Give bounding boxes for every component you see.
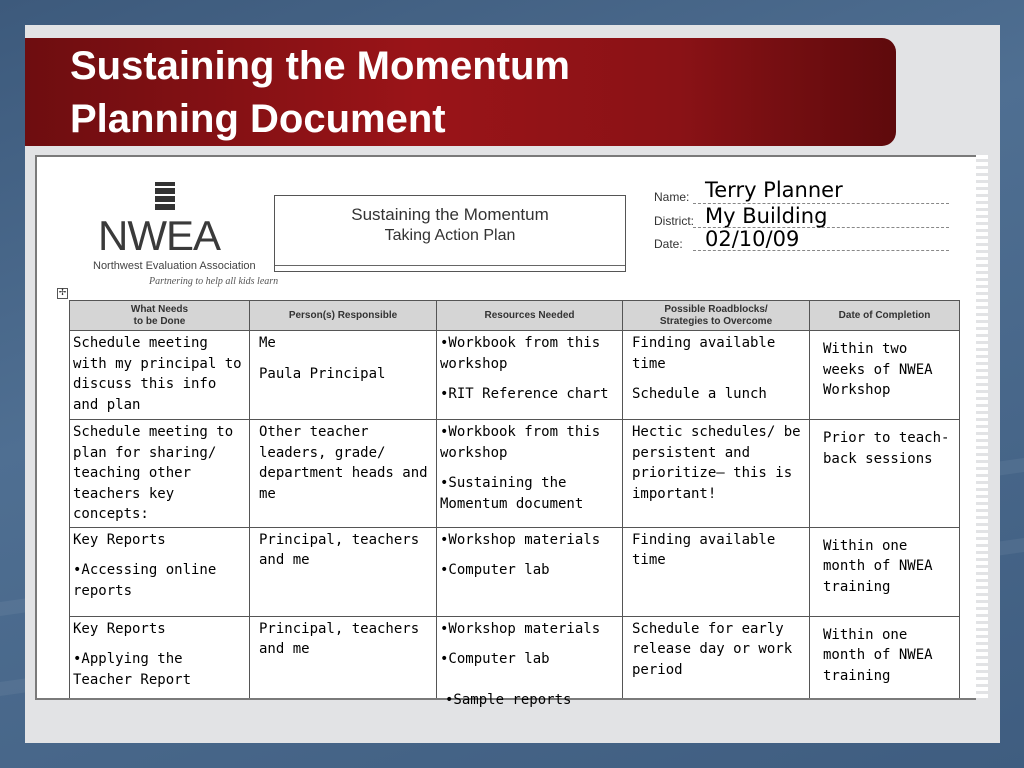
cell-text: •Applying the Teacher Report <box>73 651 192 688</box>
cell-date[interactable] <box>810 527 960 616</box>
cell-date[interactable] <box>810 331 960 420</box>
table-row <box>70 331 960 420</box>
cell-roadblocks[interactable] <box>623 420 810 528</box>
plan-title-line1: Sustaining the Momentum <box>351 205 549 224</box>
column-header-date: Date of Completion <box>810 301 960 331</box>
table-move-handle-icon[interactable]: ✢ <box>58 288 67 298</box>
cell-text: Schedule a lunch <box>632 386 767 402</box>
cell-text: •Workshop materials <box>440 531 601 548</box>
plan-title-box <box>274 195 626 272</box>
column-header-who: Person(s) Responsible <box>250 301 437 331</box>
cell-text: Key Reports <box>73 531 166 548</box>
cell-text: •Accessing online reports <box>73 562 217 599</box>
cell-who[interactable] <box>250 616 437 700</box>
planning-document <box>35 155 985 700</box>
action-plan-table <box>69 300 960 700</box>
torn-edge-right <box>976 155 988 700</box>
cell-text: Prior to teach-back sessions <box>823 430 950 467</box>
table-row <box>70 420 960 528</box>
plan-title-line2: Taking Action Plan <box>384 227 516 244</box>
cell-text: Finding available time <box>632 531 776 568</box>
cell-text: Within two weeks of NWEA Workshop <box>823 341 933 398</box>
column-header-roadblocks: Possible Roadblocks/ Strategies to Overcome <box>623 301 810 331</box>
slide-title-line1: Sustaining the Momentum <box>70 44 570 88</box>
cell-what[interactable] <box>70 420 250 528</box>
logo-tagline: Partnering to help all kids learn <box>149 276 279 287</box>
name-label: Name: <box>654 190 690 204</box>
cell-text: •Workbook from this workshop <box>440 335 601 372</box>
district-label: District: <box>654 214 694 228</box>
cell-what[interactable] <box>70 331 250 420</box>
cell-what[interactable] <box>70 616 250 700</box>
cell-text: •Sustaining the Momentum document <box>440 475 584 512</box>
cell-text: Schedule for early release day or work period <box>632 620 793 678</box>
table-header-row <box>70 301 960 331</box>
date-label: Date: <box>654 237 683 251</box>
cell-text: Schedule meeting with my principal to discuss this info and plan <box>73 335 242 413</box>
cell-text: Within one month of NWEA training <box>823 626 933 684</box>
cell-text: Principal, teachers and me <box>259 531 420 568</box>
table-row <box>70 527 960 616</box>
cell-what[interactable] <box>70 527 250 616</box>
name-value[interactable]: Terry Planner <box>705 178 843 202</box>
cell-text: •Workbook from this workshop <box>440 424 601 461</box>
cell-resources[interactable] <box>437 420 623 528</box>
logo-mark-icon <box>155 182 175 212</box>
logo-name: NWEA <box>98 212 220 259</box>
cell-text: •Computer lab <box>440 562 550 578</box>
district-value[interactable]: My Building <box>705 204 828 228</box>
slide-title <box>70 40 770 146</box>
date-value[interactable]: 02/10/09 <box>705 227 800 251</box>
cell-text: Finding available time <box>632 335 776 372</box>
cell-text: •Workshop materials <box>440 620 601 637</box>
cell-resources[interactable] <box>437 331 623 420</box>
cell-resources[interactable] <box>437 527 623 616</box>
cell-text: Key Reports <box>73 620 166 637</box>
cell-text: Paula Principal <box>259 365 386 382</box>
cell-who[interactable] <box>250 331 437 420</box>
cell-text: •Computer lab <box>440 651 550 667</box>
cell-date[interactable] <box>810 420 960 528</box>
slide-title-line2: Planning Document <box>70 97 446 141</box>
plan-title-rule <box>275 265 625 266</box>
cell-roadblocks[interactable] <box>623 616 810 700</box>
cell-text: Principal, teachers and me <box>259 620 420 657</box>
cell-text: Schedule meeting to plan for sharing/ teaching other teachers key concepts: <box>73 424 234 522</box>
nwea-logo <box>65 182 279 292</box>
overflow-resource-text: •Sample reports <box>445 692 572 708</box>
column-header-resources: Resources Needed <box>437 301 623 331</box>
cell-text: Other teacher leaders, grade/ department heads and me <box>259 424 428 502</box>
cell-date[interactable] <box>810 616 960 700</box>
cell-who[interactable] <box>250 527 437 616</box>
cell-text: •RIT Reference chart <box>440 386 609 402</box>
cell-resources[interactable] <box>437 616 623 700</box>
logo-subtitle: Northwest Evaluation Association <box>93 260 256 272</box>
cell-who[interactable] <box>250 420 437 528</box>
table-row <box>70 616 960 700</box>
cell-text: Me <box>259 335 276 351</box>
cell-roadblocks[interactable] <box>623 527 810 616</box>
cell-text: Within one month of NWEA training <box>823 537 933 595</box>
cell-roadblocks[interactable] <box>623 331 810 420</box>
column-header-what: What Needs to be Done <box>70 301 250 331</box>
cell-text: Hectic schedules/ be persistent and prioritize– this is important! <box>632 424 801 502</box>
